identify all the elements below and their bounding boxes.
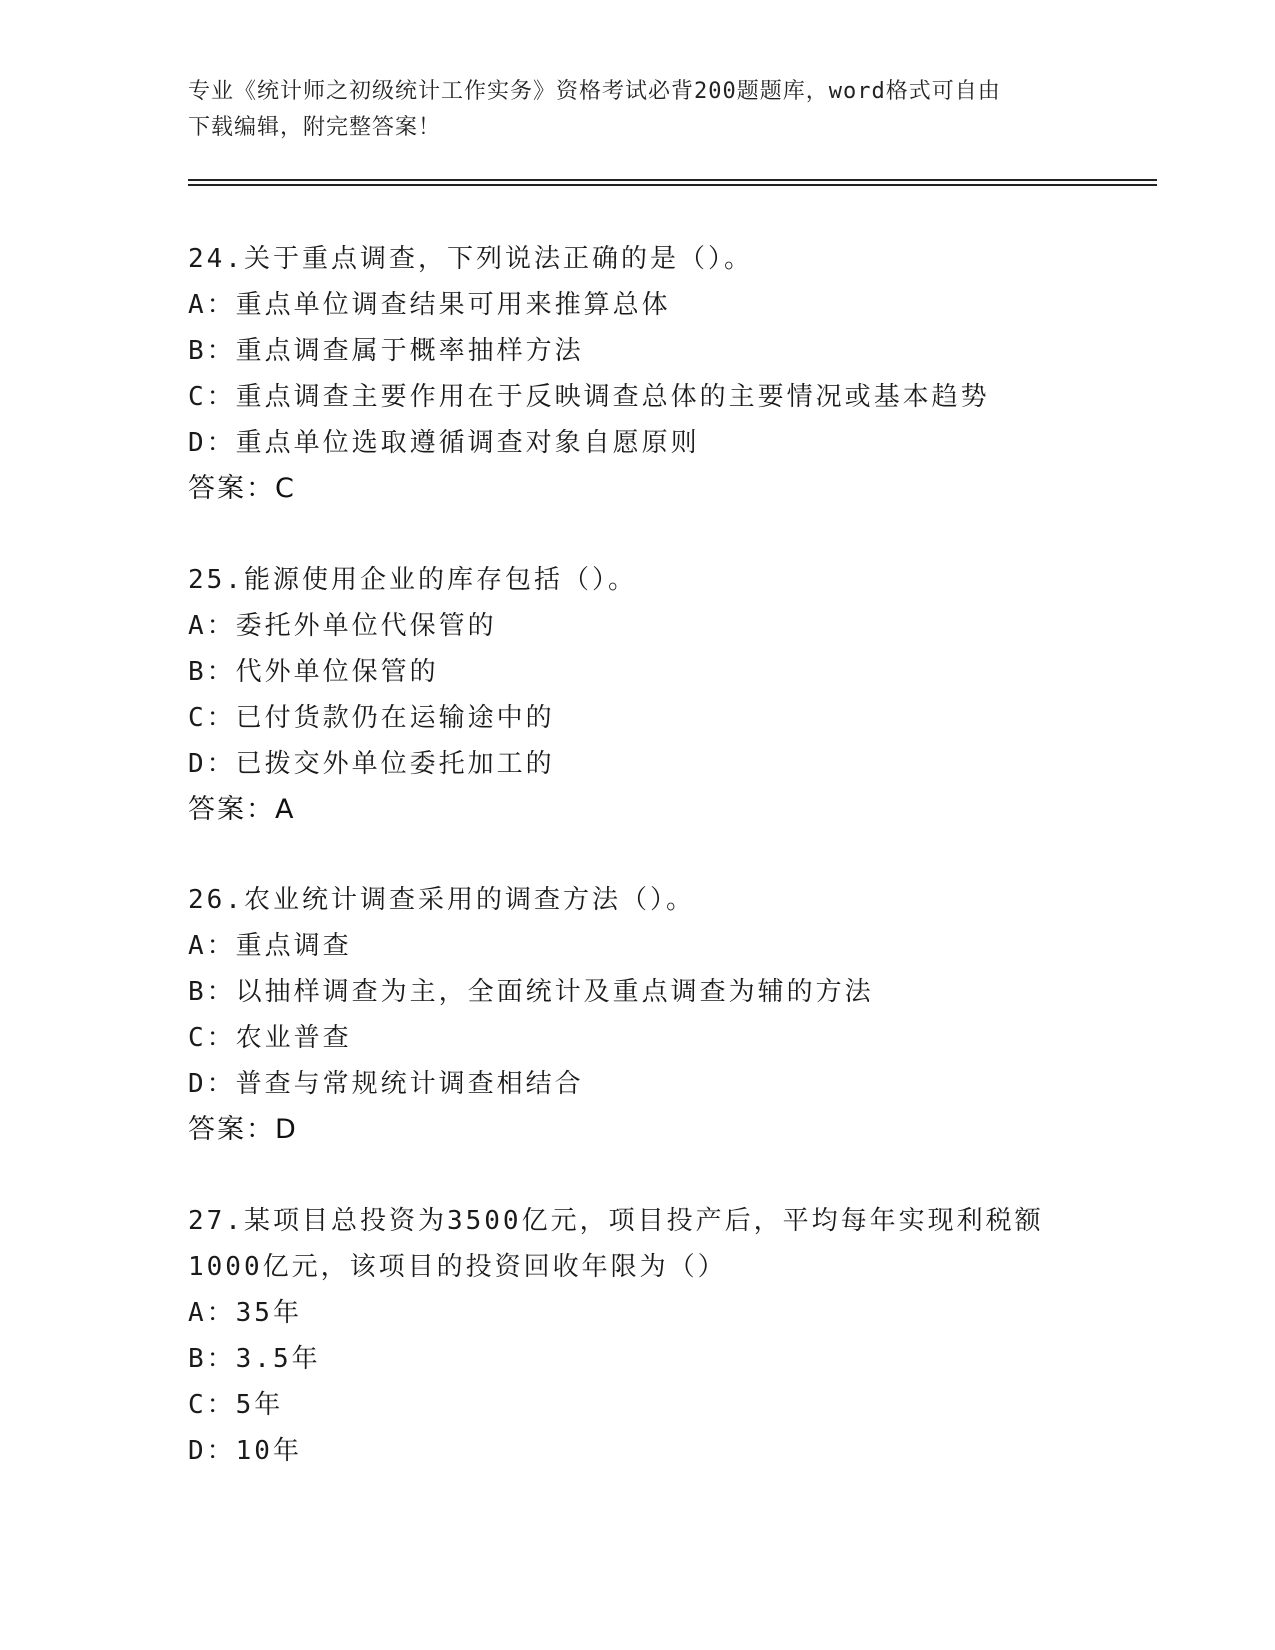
- header-divider-bottom: [188, 184, 1157, 186]
- question-25: [188, 557, 1128, 833]
- question-27: [188, 1198, 1128, 1474]
- question-26: [188, 877, 1128, 1153]
- question-stem-line-1: 27.某项目总投资为3500亿元，项目投产后，平均每年实现利税额: [188, 1206, 1044, 1236]
- option-c: C：5年: [188, 1390, 284, 1420]
- question-stem: 24.关于重点调查，下列说法正确的是（）。: [188, 244, 753, 274]
- option-b: B：以抽样调查为主，全面统计及重点调查为辅的方法: [188, 977, 874, 1007]
- option-d: D：重点单位选取遵循调查对象自愿原则: [188, 428, 700, 458]
- option-c: C：农业普查: [188, 1023, 352, 1053]
- option-c: C：已付货款仍在运输途中的: [188, 703, 555, 733]
- question-stem: 25.能源使用企业的库存包括（）。: [188, 565, 637, 595]
- option-a: A：委托外单位代保管的: [188, 611, 497, 641]
- answer: 答案：D: [188, 1114, 298, 1145]
- option-d: D：10年: [188, 1436, 302, 1466]
- option-b: B：3.5年: [188, 1344, 321, 1374]
- answer: 答案：C: [188, 473, 296, 504]
- option-b: B：重点调查属于概率抽样方法: [188, 336, 584, 366]
- header-line-2: 下载编辑，附完整答案！: [188, 115, 442, 140]
- answer: 答案：A: [188, 794, 296, 825]
- option-a: A：重点单位调查结果可用来推算总体: [188, 290, 671, 320]
- header-line-1: 专业《统计师之初级统计工作实务》资格考试必背200题题库，word格式可自由: [188, 79, 1001, 104]
- option-d: D：已拨交外单位委托加工的: [188, 749, 555, 779]
- question-24: [188, 236, 1128, 512]
- header-divider-top: [188, 179, 1157, 181]
- document-header: [188, 74, 1088, 146]
- option-c: C：重点调查主要作用在于反映调查总体的主要情况或基本趋势: [188, 382, 990, 412]
- option-a: A：35年: [188, 1298, 302, 1328]
- option-d: D：普查与常规统计调查相结合: [188, 1069, 584, 1099]
- question-stem-line-2: 1000亿元，该项目的投资回收年限为（）: [188, 1252, 727, 1282]
- option-a: A：重点调查: [188, 931, 352, 961]
- option-b: B：代外单位保管的: [188, 657, 439, 687]
- question-stem: 26.农业统计调查采用的调查方法（）。: [188, 885, 695, 915]
